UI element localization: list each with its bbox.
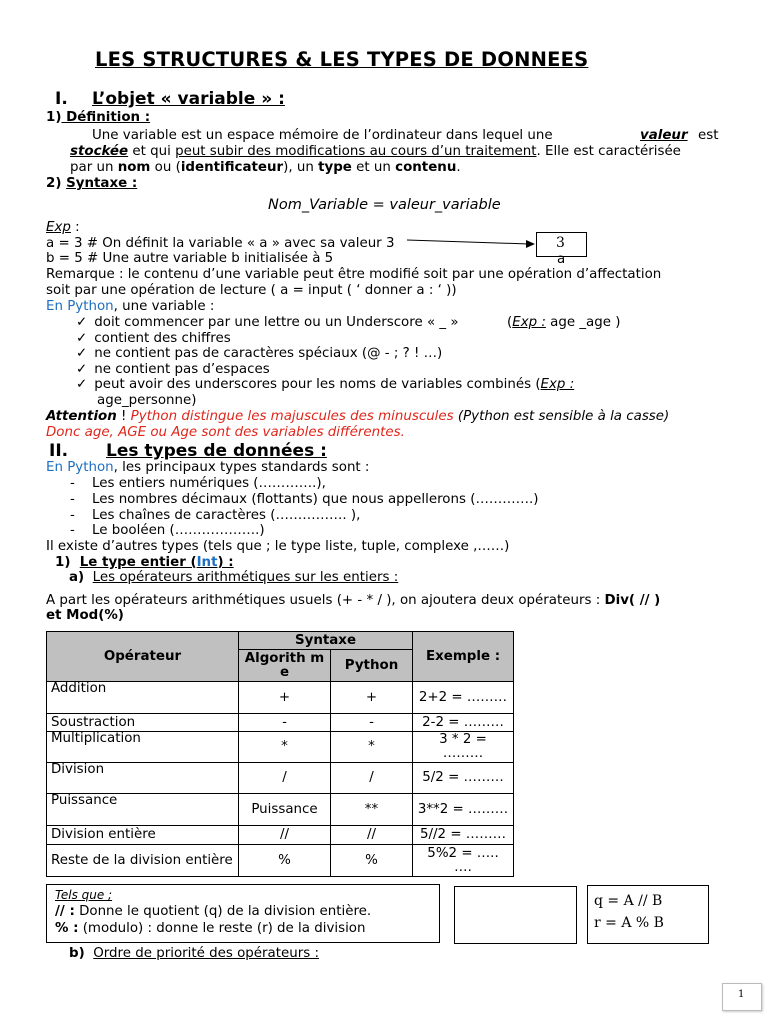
other-types: Il existe d’autres types (tels que ; le type liste, tuple, complexe ,……) [46,539,510,554]
rule-example: (Exp : age _age ) [507,315,621,330]
example-label: Exp : [46,220,80,235]
attention-line-2: Donc age, AGE ou Age sont des variables différentes. [46,425,405,440]
empty-box [454,886,577,944]
python-variable-intro: En Python, une variable : [46,299,215,314]
cell-algorithm: - [239,714,331,732]
cell-python: ** [331,794,413,826]
subsection-a: a) Les opérateurs arithmétiques sur les entiers : [69,570,399,585]
page-title: LES STRUCTURES & LES TYPES DE DONNEES [95,48,589,71]
note-modulo: % : (modulo) : donne le reste (r) de la division [55,921,366,936]
rule-item-continuation: age_personne) [97,393,197,408]
header-example: Exemple : [413,632,514,682]
rule-item: ✓ ne contient pas de caractères spéciaux (@ - ; ? ! …) [76,346,443,361]
rule-item: ✓ peut avoir des underscores pour les noms de variables combinés (Exp : [76,377,575,392]
cell-operator: Puissance [47,794,239,826]
table-row [47,714,514,732]
check-icon: ✓ [76,331,88,346]
cell-algorithm: Puissance [239,794,331,826]
example-line-1: a = 3 # On définit la variable « a » avec sa valeur 3 [46,236,395,251]
cell-python: + [331,682,413,714]
type-item: - Les entiers numériques (………….), [70,476,326,491]
syntax-formula: Nom_Variable = valeur_variable [268,197,501,213]
rule-item: ✓ ne contient pas d’espaces [76,362,270,377]
variable-box-name: a [557,252,566,267]
header-algorithm: Algorith me [239,650,331,682]
cell-python: * [331,732,413,763]
cell-operator: Soustraction [47,714,239,732]
cell-python: - [331,714,413,732]
cell-example: 3 * 2 = ……… [413,732,514,763]
section-1-heading: L’objet « variable » : [92,89,285,109]
variable-box-value: 3 [556,235,565,251]
rule-item: ✓ doit commencer par une lettre ou un Underscore « _ » [76,315,459,330]
cell-operator: Addition [47,682,239,714]
cell-operator: Multiplication [47,732,239,763]
header-operator: Opérateur [47,632,239,682]
cell-algorithm: % [239,845,331,877]
cell-operator: Division [47,763,239,794]
type-item: - Les nombres décimaux (flottants) que nous appellerons (………….) [70,492,539,507]
table-row [47,845,514,877]
cell-example: 5//2 = ……… [413,826,514,845]
rule-item: ✓ contient des chiffres [76,331,231,346]
operators-table [46,631,514,877]
table-row [47,763,514,794]
cell-algorithm: + [239,682,331,714]
cell-operator: Reste de la division entière [47,845,239,877]
quotient-formula: q = A // B [594,893,663,909]
definition-line-3: par un nom ou (identificateur), un type et un contenu. [70,160,461,175]
example-line-2: b = 5 # Une autre variable b initialisée à 5 [46,251,334,266]
definition-line-1: Une variable est un espace mémoire de l’ordinateur dans lequel une valeur est [92,128,719,143]
check-icon: ✓ [76,346,88,361]
notes-label: Tels que ; [55,888,113,902]
cell-example: 5%2 = ….. …. [413,845,514,877]
remainder-formula: r = A % B [594,915,664,931]
cell-python: // [331,826,413,845]
cell-example: 2+2 = ……… [413,682,514,714]
type-item: - Le booléen (……………….) [70,523,265,538]
remark-line-2: soit par une opération de lecture ( a = input ( ‘ donner a : ‘ )) [46,283,457,298]
cell-python: / [331,763,413,794]
check-icon: ✓ [76,362,88,377]
definition-heading: 1) Définition : [46,110,151,125]
cell-example: 3**2 = ……… [413,794,514,826]
cell-algorithm: / [239,763,331,794]
table-row [47,682,514,714]
type-item: - Les chaînes de caractères (……………. ), [70,508,361,523]
check-icon: ✓ [76,377,88,392]
section-1-number: I. [55,89,68,109]
subsection-b: b) Ordre de priorité des opérateurs : [69,946,319,961]
remark-line-1: Remarque : le contenu d’une variable peut être modifié soit par une opération d’affectation [46,267,662,282]
table-row [47,826,514,845]
header-syntax: Syntaxe [239,632,413,650]
operators-intro-line-1: A part les opérateurs arithmétiques usuels (+ - * / ), on ajoutera deux opérateurs : Div( // ) [46,593,661,608]
table-row [47,794,514,826]
check-icon: ✓ [76,315,88,330]
int-heading: 1) Le type entier (Int) : [55,555,234,570]
syntax-heading: 2) Syntaxe : [46,176,138,191]
cell-python: % [331,845,413,877]
arrow-icon [405,236,540,252]
header-python: Python [331,650,413,682]
section-2-heading: Les types de données : [106,441,327,461]
definition-line-2: stockée et qui peut subir des modifications au cours d’un traitement. Elle est caractérisée [70,144,681,159]
table-row [47,732,514,763]
page-number: 1 [738,989,745,1000]
cell-operator: Division entière [47,826,239,845]
cell-example: 5/2 = ……… [413,763,514,794]
cell-algorithm: // [239,826,331,845]
attention-line-1: Attention ! Python distingue les majuscules des minuscules (Python est sensible à la casse) [46,409,670,424]
section-2-number: II. [49,441,69,461]
cell-example: 2-2 = ……… [413,714,514,732]
note-quotient: // : Donne le quotient (q) de la division entière. [55,904,372,919]
operators-intro-line-2: et Mod(%) [46,608,124,623]
python-types-intro: En Python, les principaux types standards sont : [46,460,370,475]
cell-algorithm: * [239,732,331,763]
